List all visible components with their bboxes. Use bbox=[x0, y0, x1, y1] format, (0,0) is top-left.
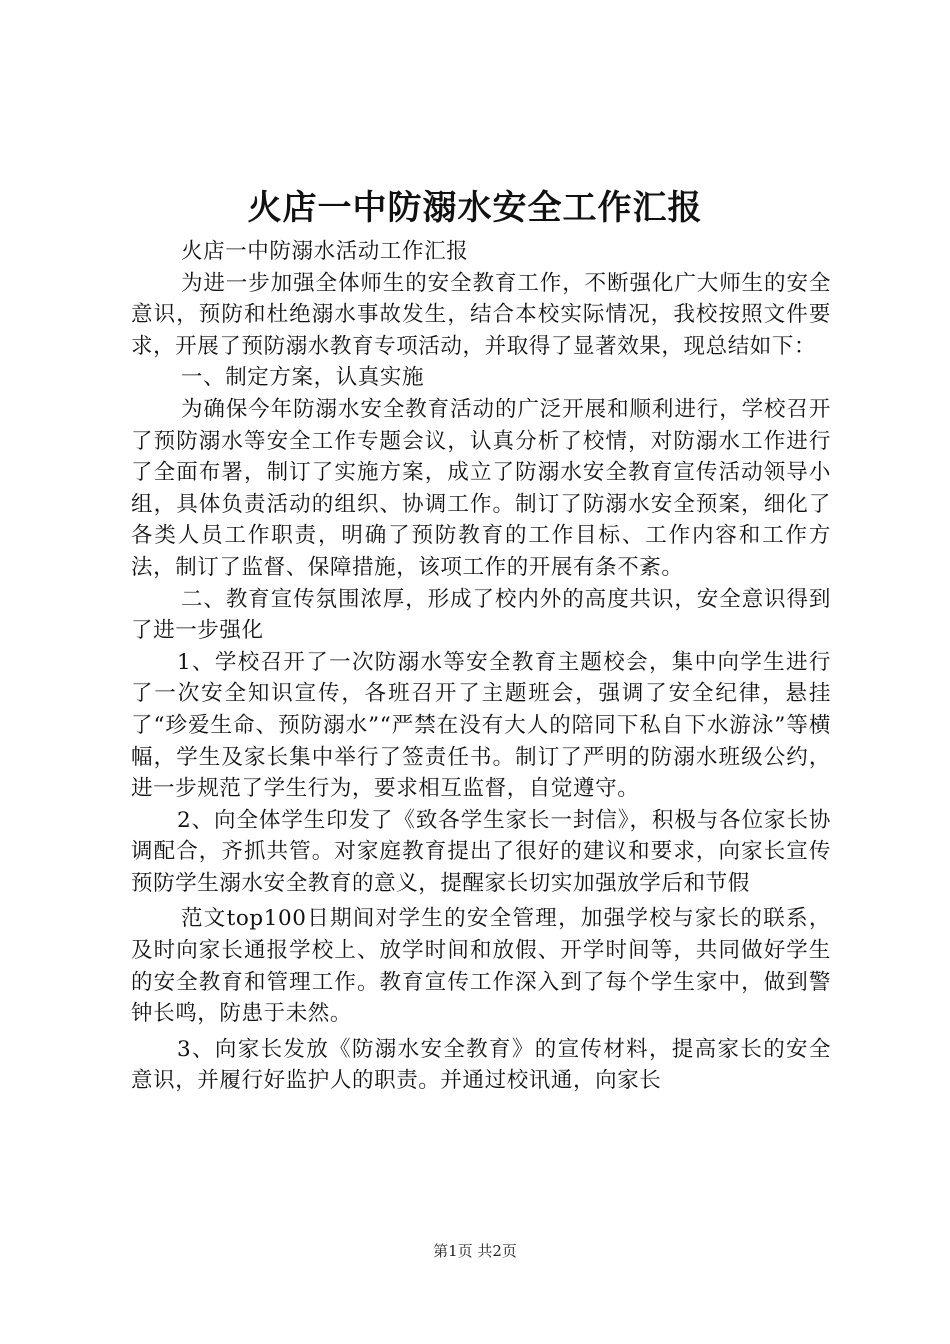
document-body bbox=[131, 236, 831, 1097]
section-heading-2: 二、教育宣传氛围浓厚，形成了校内外的高度共识，安全意识得到了进一步强化 bbox=[131, 586, 831, 644]
item-3-paragraph: 3、向家长发放《防溺水安全教育》的宣传材料，提高家长的安全意识，并履行好监护人的职责。并通过校讯通，向家长 bbox=[131, 1036, 831, 1094]
intro-paragraph: 为进一步加强全体师生的安全教育工作，不断强化广大师生的安全意识，预防和杜绝溺水事故发生，结合本校实际情况，我校按照文件要求，开展了预防溺水教育专项活动，并取得了显著效果，现总结如下： bbox=[131, 270, 831, 359]
item-2-paragraph: 2、向全体学生印发了《致各学生家长一封信》，积极与各位家长协调配合，齐抓共管。对家庭教育提出了很好的建议和要求，向家长宣传预防学生溺水安全教育的意义，提醒家长切实加强放学后和节假 bbox=[131, 807, 831, 896]
section-heading-1: 一、制定方案，认真实施 bbox=[181, 365, 425, 391]
document-title: 火店一中防溺水安全工作汇报 bbox=[247, 188, 703, 228]
continuation-paragraph: 范文top100日期间对学生的安全管理，加强学校与家长的联系，及时向家长通报学校上、放学时间和放假、开学时间等，共同做好学生的安全教育和管理工作。教育宣传工作深入到了每个学生家中，做到警钟长鸣，防患于未然。 bbox=[131, 906, 831, 1027]
section-1-paragraph: 为确保今年防溺水安全教育活动的广泛开展和顺利进行，学校召开了预防溺水等安全工作专题会议，认真分析了校情，对防溺水工作进行了全面布署，制订了实施方案，成立了防溺水安全教育宣传活动领导小组，具体负责活动的组织、协调工作。制订了防溺水安全预案，细化了各类人员工作职责，明确了预防教育的工作目标、工作内容和工作方法，制订了监督、保障措施，该项工作的开展有条不紊。 bbox=[131, 396, 831, 580]
item-1-paragraph: 1、学校召开了一次防溺水等安全教育主题校会，集中向学生进行了一次安全知识宣传，各班召开了主题班会，强调了安全纪律，悬挂了“珍爱生命、预防溺水”“严禁在没有大人的陪同下私自下水游泳”等横幅，学生及家长集中举行了签责任书。制订了严明的防溺水班级公约，进一步规范了学生行为，要求相互监督，自觉遵守。 bbox=[131, 649, 831, 802]
page-indicator: 第1页 共2页 bbox=[433, 1242, 517, 1260]
subtitle-paragraph: 火店一中防溺水活动工作汇报 bbox=[181, 239, 469, 264]
